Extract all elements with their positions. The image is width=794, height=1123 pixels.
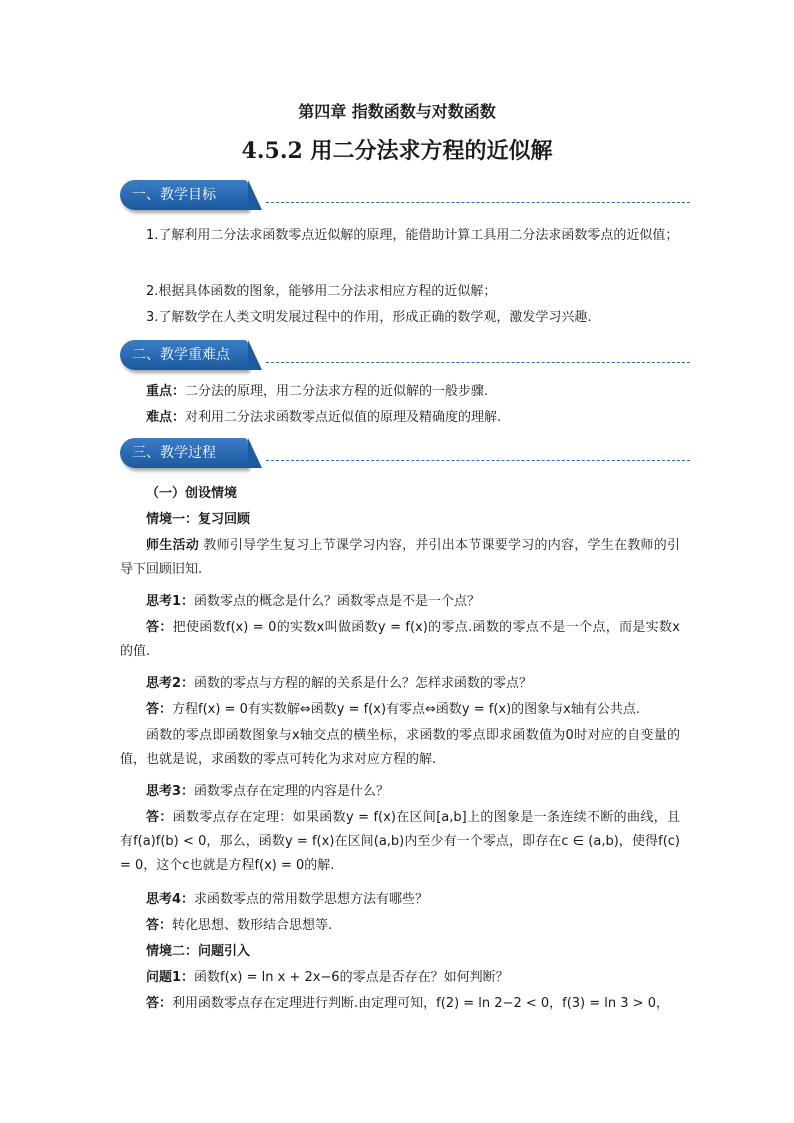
- a3-label: 答：: [146, 810, 173, 825]
- problem-1: [120, 966, 680, 990]
- dashed-divider: [266, 460, 690, 461]
- answer-4: [120, 914, 680, 938]
- section-header-process: [120, 438, 690, 472]
- section-header-objectives: [120, 180, 690, 214]
- dashed-divider: [266, 362, 690, 363]
- key-label: 重点：: [146, 384, 186, 399]
- a2-text: 方程f(x) = 0有实数解⇔函数y = f(x)有零点⇔函数y = f(x)的图象与x轴有公共点.: [172, 702, 640, 717]
- q2-label: 思考2：: [146, 676, 195, 691]
- answer-3: [120, 806, 680, 878]
- objective-1: 1.了解利用二分法求函数零点近似解的原理，能借助计算工具用二分法求函数零点的近似值；: [146, 228, 679, 243]
- p1a-text: 利用函数零点存在定理进行判断.由定理可知，f(2) = ln 2−2 < 0，f(3) = ln 3 > 0，: [172, 996, 669, 1011]
- question-3: [120, 780, 680, 804]
- section-tab: 二、教学重难点: [120, 340, 248, 370]
- answer-2-continued: 函数的零点即函数图象与x轴交点的横坐标，求函数的零点即求函数值为0时对应的自变量的值，也就是说，求函数的零点可转化为求对应方程的解.: [120, 728, 680, 767]
- diff-text: 对利用二分法求函数零点近似值的原理及精确度的理解.: [185, 410, 502, 425]
- question-2: [120, 672, 680, 696]
- section-header-keypoints: [120, 340, 690, 374]
- lesson-title: 4.5.2 用二分法求方程的近似解: [241, 138, 553, 164]
- key-point: [120, 380, 680, 404]
- q4-text: 求函数零点的常用数学思想方法有哪些？: [194, 892, 429, 907]
- q3-label: 思考3：: [146, 784, 195, 799]
- p1a-label: 答：: [146, 996, 173, 1011]
- p1-label: 问题1：: [146, 970, 195, 985]
- q1-label: 思考1：: [146, 594, 195, 609]
- q4-label: 思考4：: [146, 892, 195, 907]
- activity-paragraph: [120, 534, 680, 582]
- dashed-divider: [266, 202, 690, 203]
- q3-text: 函数零点存在定理的内容是什么？: [194, 784, 390, 799]
- scene-2-heading: 情境二：问题引入: [146, 944, 251, 959]
- a1-text: 把使函数f(x) = 0的实数x叫做函数y = f(x)的零点.函数的零点不是一个点，而是实数x的值.: [120, 620, 680, 659]
- a3-text: 函数零点存在定理：如果函数y = f(x)在区间[a,b]上的图象是一条连续不断的曲线，且有f(a)f(b) < 0，那么，函数y = f(x)在区间(a,b)内至少有一个零点，即存在c ∈ (a,b)，使得f(c) = 0，这个c也就是方程f(x) = 0的解.: [120, 810, 680, 873]
- a2-label: 答：: [146, 702, 173, 717]
- question-1: [120, 590, 680, 614]
- activity-label: 师生活动: [146, 538, 199, 553]
- activity-text: 教师引导学生复习上节课学习内容，并引出本节课要学习的内容，学生在教师的引导下回顾旧知.: [120, 538, 680, 577]
- section-tab: 三、教学过程: [120, 438, 248, 468]
- a4-label: 答：: [146, 918, 173, 933]
- chapter-heading: 第四章 指数函数与对数函数: [298, 102, 496, 121]
- q2-text: 函数的零点与方程的解的关系是什么？怎样求函数的零点？: [194, 676, 533, 691]
- problem-1-answer: [120, 992, 680, 1016]
- answer-2: [120, 698, 680, 722]
- objective-3: 3.了解数学在人类文明发展过程中的作用，形成正确的数学观，激发学习兴趣.: [146, 310, 592, 325]
- key-text: 二分法的原理，用二分法求方程的近似解的一般步骤.: [185, 384, 489, 399]
- p1-text: 函数f(x) = ln x + 2x−6的零点是否存在？如何判断？: [194, 970, 509, 985]
- scene-1-heading: 情境一：复习回顾: [146, 512, 251, 527]
- answer-1: [120, 616, 680, 664]
- difficult-point: [120, 406, 680, 430]
- a1-label: 答：: [146, 620, 173, 635]
- q1-text: 函数零点的概念是什么？函数零点是不是一个点？: [194, 594, 481, 609]
- subsection-heading: （一）创设情境: [146, 486, 238, 501]
- objective-2: 2.根据具体函数的图象，能够用二分法求相应方程的近似解；: [146, 284, 497, 299]
- question-4: [120, 888, 680, 912]
- diff-label: 难点：: [146, 410, 186, 425]
- section-tab: 一、教学目标: [120, 180, 248, 210]
- a4-text: 转化思想、数形结合思想等.: [172, 918, 333, 933]
